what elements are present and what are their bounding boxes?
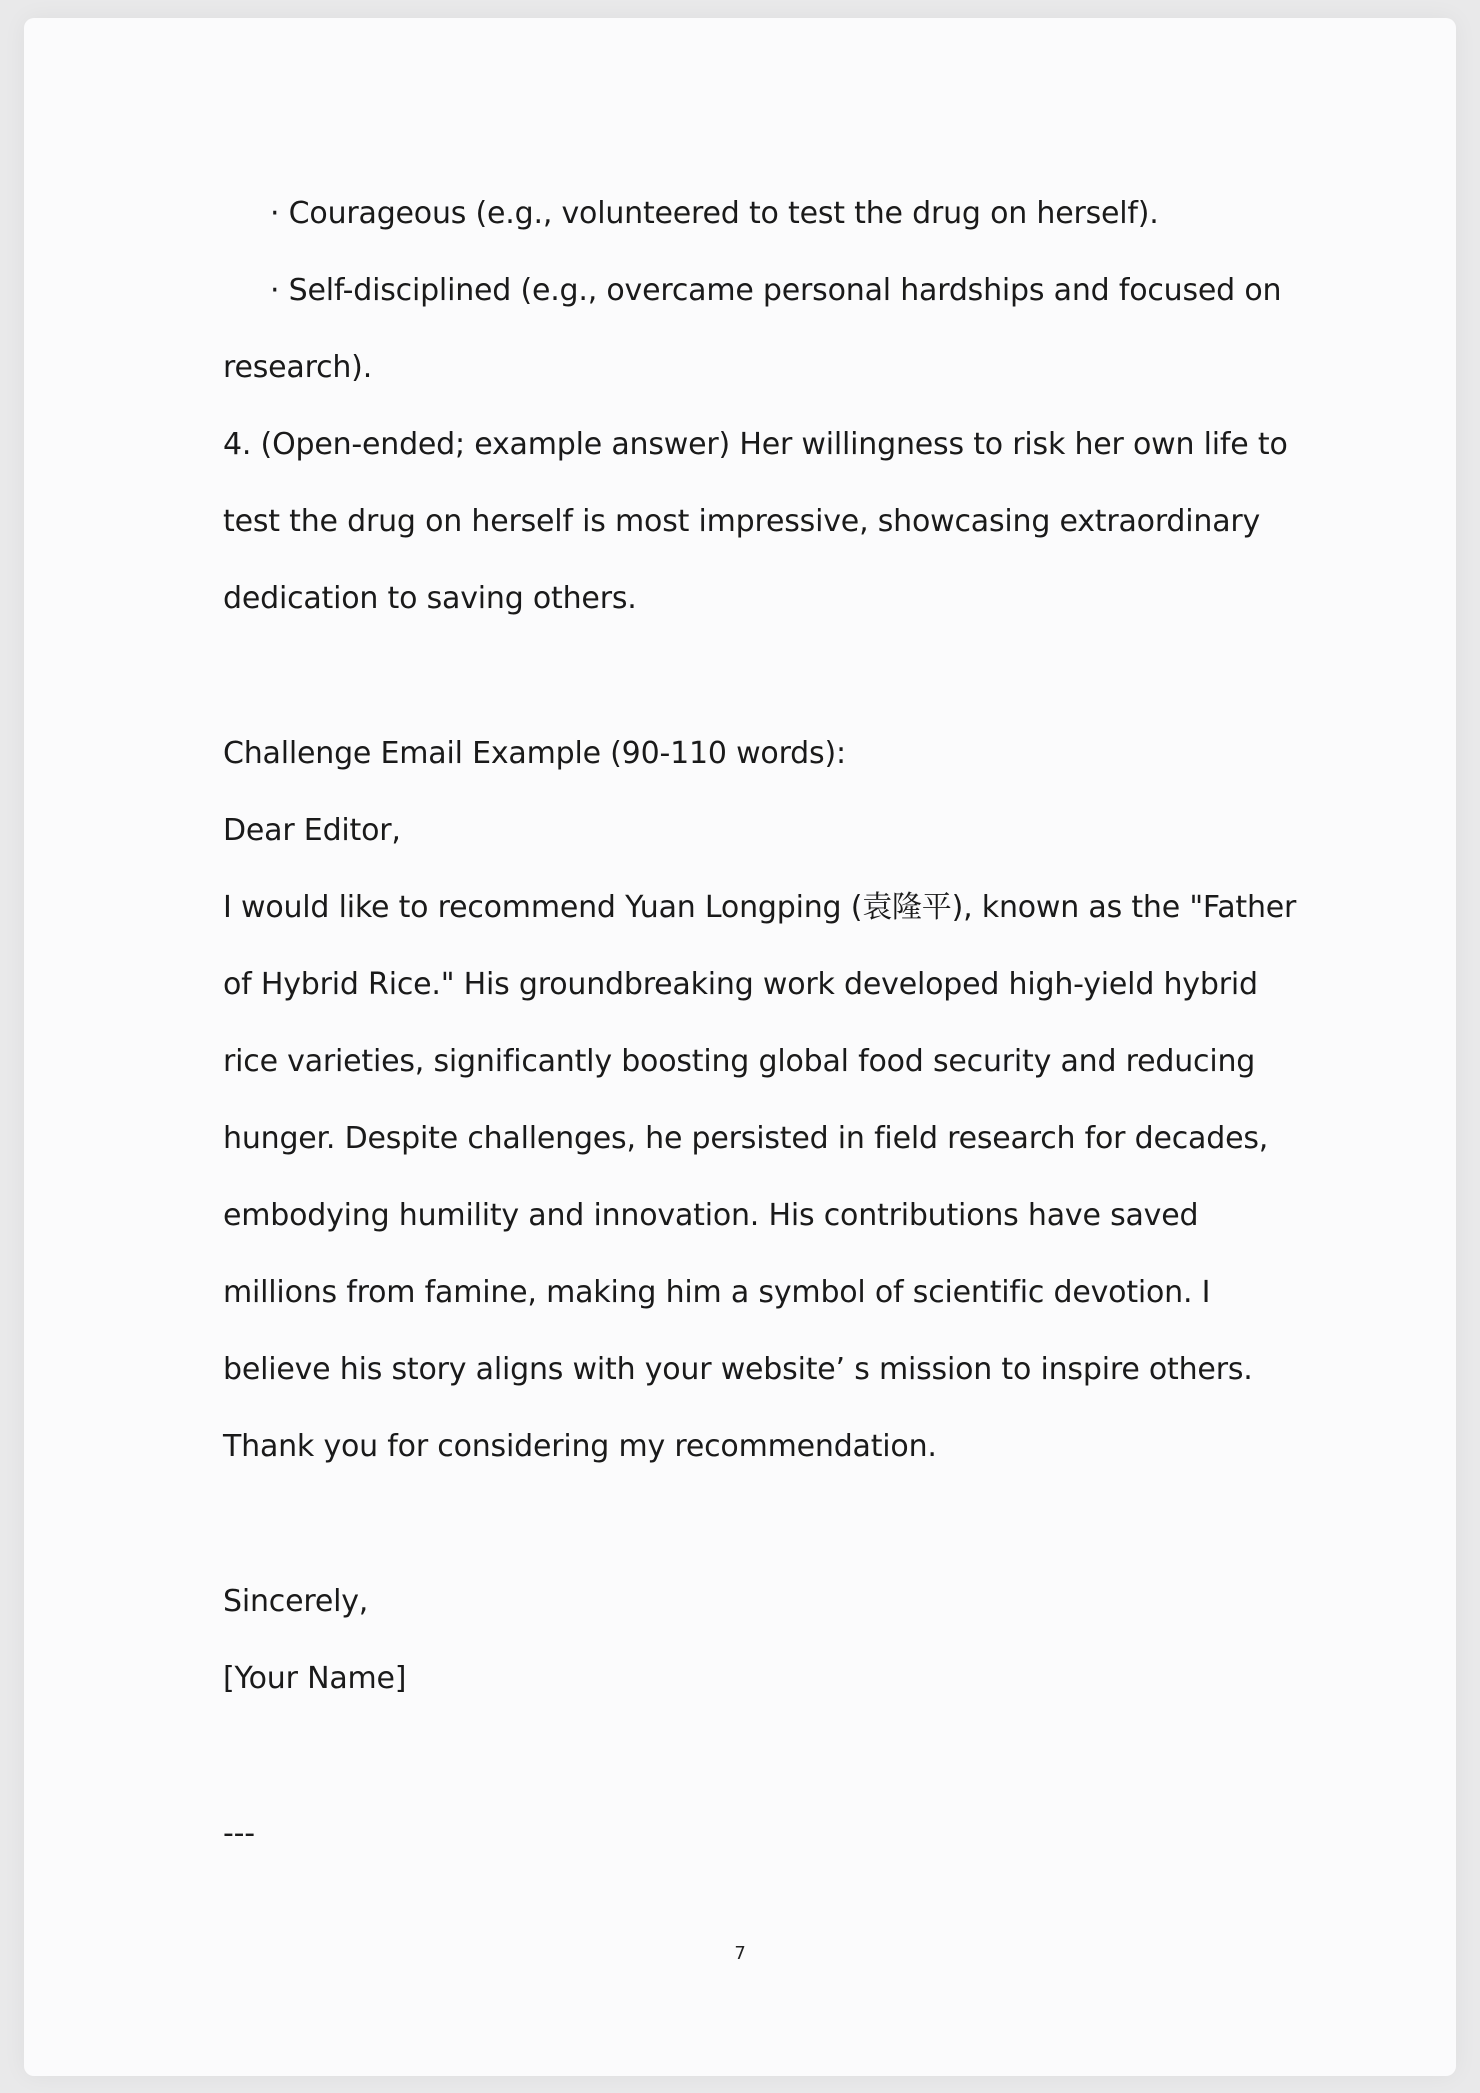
email-body-line: rice varieties, significantly boosting global food security and reducing	[223, 1044, 1256, 1079]
bullet-self-disciplined-line1: · Self-disciplined (e.g., overcame personal hardships and focused on	[270, 273, 1282, 308]
document-page	[24, 18, 1456, 2076]
answer-4-line2: test the drug on herself is most impressive, showcasing extraordinary	[223, 504, 1261, 539]
email-body-line: embodying humility and innovation. His contributions have saved	[223, 1198, 1199, 1233]
challenge-heading: Challenge Email Example (90-110 words):	[223, 736, 846, 771]
bullet-courageous: · Courageous (e.g., volunteered to test the drug on herself).	[270, 196, 1159, 231]
email-body-line: Thank you for considering my recommendation.	[223, 1429, 937, 1464]
email-body-line: believe his story aligns with your website’ s mission to inspire others.	[223, 1352, 1253, 1387]
answer-4-line3: dedication to saving others.	[223, 581, 637, 616]
email-body-line: hunger. Despite challenges, he persisted in field research for decades,	[223, 1121, 1269, 1156]
email-closing: Sincerely,	[223, 1584, 369, 1619]
email-salutation: Dear Editor,	[223, 813, 401, 848]
bullet-self-disciplined-line2: research).	[223, 350, 373, 385]
document-content	[24, 18, 1456, 2076]
email-body-line: I would like to recommend Yuan Longping (袁隆平), known as the "Father	[223, 890, 1297, 925]
section-separator: ---	[223, 1816, 255, 1851]
email-signature: [Your Name]	[223, 1661, 407, 1696]
email-body-line: millions from famine, making him a symbol of scientific devotion. I	[223, 1275, 1211, 1310]
page-number: 7	[734, 1943, 746, 1964]
email-body-line: of Hybrid Rice." His groundbreaking work developed high-yield hybrid	[223, 967, 1258, 1002]
answer-4-line1: 4. (Open-ended; example answer) Her willingness to risk her own life to	[223, 427, 1288, 462]
